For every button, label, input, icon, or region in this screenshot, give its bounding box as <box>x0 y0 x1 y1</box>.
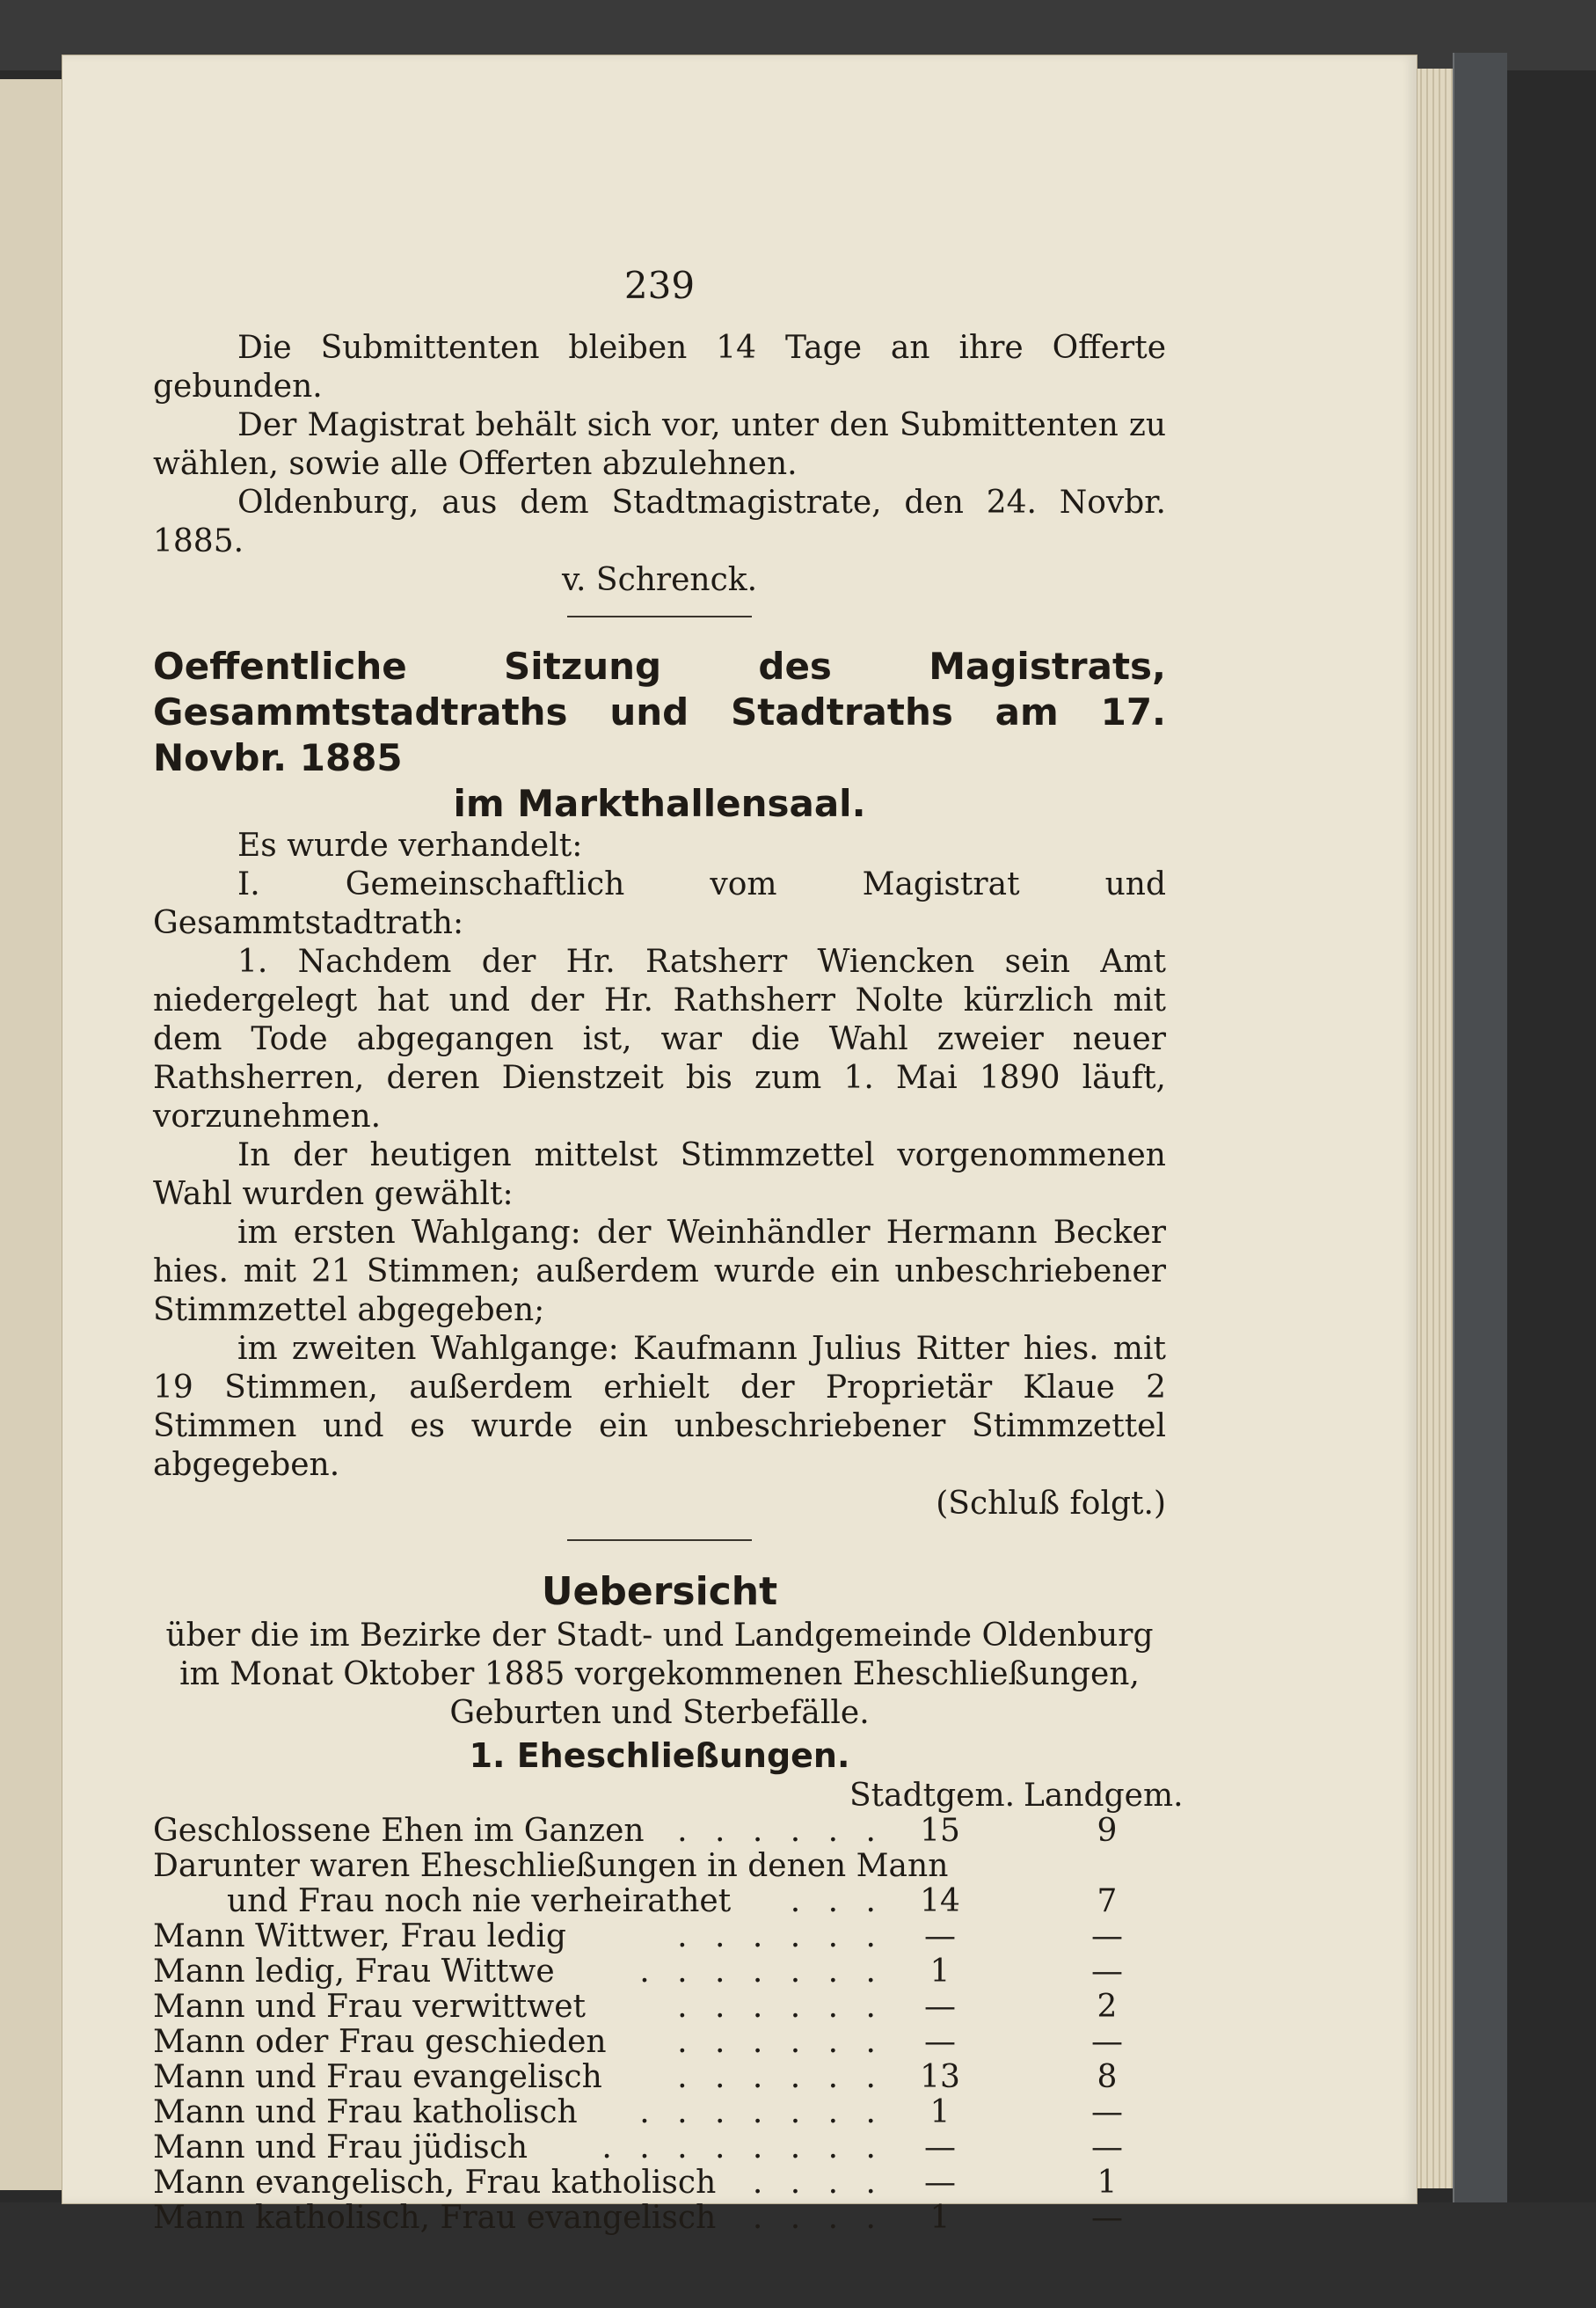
continued-note: (Schluß folgt.) <box>936 1486 1166 1522</box>
column-header-stadtgem: Stadtgem. <box>849 1778 1016 1814</box>
cell-stadtgem: 1 <box>929 2200 951 2236</box>
cell-landgem: — <box>1091 2094 1123 2130</box>
row-label: Mann und Frau evangelisch <box>153 2059 602 2095</box>
cell-landgem: 9 <box>1097 1813 1118 1849</box>
cell-stadtgem: 13 <box>920 2059 960 2095</box>
cell-landgem: 1 <box>1097 2165 1118 2201</box>
session-paragraph: im ersten Wahlgang: der Weinhändler Hermann Becker hies. mit 21 Stimmen; außerdem wurde ein unbeschriebener Stimmzettel abgegeben; <box>153 1215 1166 1328</box>
leader-dots: . . . . <box>752 2165 885 2201</box>
table-row <box>153 2060 1166 2095</box>
row-label: Mann ledig, Frau Wittwe <box>153 1954 555 1990</box>
leader-dots: . . . . . . . . <box>601 2129 885 2166</box>
cell-stadtgem: 15 <box>920 1813 960 1849</box>
session-paragraph: 1. Nachdem der Hr. Ratsherr Wiencken sein Amt niedergelegt hat und der Hr. Rathsherr Nolte kürzlich mit dem Tode abgegangen ist, war die Wahl zweier neuer Rathsherren, deren Dienstzeit bis zum 1. Mai 1890 läuft, vorzunehmen. <box>153 944 1166 1135</box>
table-row <box>153 1849 1166 1884</box>
marriage-stats-table <box>153 1778 1184 2236</box>
table-header <box>153 1778 1184 1814</box>
row-label: Geschlossene Ehen im Ganzen <box>153 1813 645 1849</box>
notice-signature: v. Schrenck. <box>561 562 758 598</box>
cell-landgem: 7 <box>1097 1883 1118 1919</box>
table-row <box>153 2025 1166 2060</box>
cell-stadtgem: — <box>924 2024 956 2060</box>
row-label: Mann oder Frau geschieden <box>153 2024 607 2060</box>
cell-landgem: 2 <box>1097 1989 1118 2025</box>
leader-dots: . . . . . . <box>677 1813 885 1849</box>
session-paragraph: im zweiten Wahlgange: Kaufmann Julius Ritter hies. mit 19 Stimmen, außerdem erhielt der Proprietär Klaue 2 Stimmen und es wurde ein unbeschriebener Stimmzettel abgegeben. <box>153 1331 1166 1483</box>
table-body <box>153 1814 1166 2236</box>
cell-landgem: — <box>1091 1954 1123 1990</box>
table-row <box>153 2095 1166 2130</box>
cell-stadtgem: — <box>924 1989 956 2025</box>
cell-landgem: — <box>1091 2129 1123 2166</box>
cell-stadtgem: — <box>924 1918 956 1954</box>
column-header-landgem: Landgem. <box>1024 1778 1184 1814</box>
facing-page-edge <box>0 79 66 2190</box>
session-heading: Oeffentliche Sitzung des Magistrats, Gesammtstadtraths und Stadtraths am 17. Novbr. 1885 <box>153 645 1166 779</box>
table-row <box>153 2130 1166 2166</box>
leader-dots: . . . . . . <box>677 1989 885 2025</box>
row-label: und Frau noch nie verheirathet <box>227 1883 732 1919</box>
cell-stadtgem: — <box>924 2165 956 2201</box>
cell-landgem: — <box>1091 1918 1123 1954</box>
leader-dots: . . . . . . <box>677 2024 885 2060</box>
cell-landgem: 8 <box>1097 2059 1118 2095</box>
cell-stadtgem: 14 <box>920 1883 960 1919</box>
cell-landgem: — <box>1091 2024 1123 2060</box>
cell-stadtgem: 1 <box>929 1954 951 1990</box>
leader-dots: . . . . . . . <box>639 1954 885 1990</box>
book-cover-right <box>1453 53 1507 2252</box>
leader-dots: . . . . <box>752 2200 885 2236</box>
row-label: Mann evangelisch, Frau katholisch <box>153 2165 717 2201</box>
row-label: Mann Wittwer, Frau ledig <box>153 1918 566 1954</box>
notice-line-2: Der Magistrat behält sich vor, unter den Submittenten zu wählen, sowie alle Offerten abzulehnen. <box>153 407 1166 482</box>
page-stack-edges <box>1416 69 1453 2188</box>
table-row <box>153 1990 1166 2025</box>
row-label: Mann katholisch, Frau evangelisch <box>153 2200 717 2236</box>
row-label: Mann und Frau jüdisch <box>153 2129 528 2166</box>
table-row <box>153 1919 1166 1954</box>
leader-dots: . . . . . . <box>677 2059 885 2095</box>
session-paragraph: Es wurde verhandelt: <box>237 828 583 864</box>
table-row <box>153 1814 1166 1849</box>
cell-stadtgem: — <box>924 2129 956 2166</box>
notice-line-3: Oldenburg, aus dem Stadtmagistrate, den 24. Novbr. 1885. <box>153 485 1166 559</box>
table-row <box>153 1954 1166 1990</box>
row-label: Mann und Frau katholisch <box>153 2094 578 2130</box>
overview-title: Uebersicht <box>541 1569 778 1614</box>
leader-dots: . . . <box>790 1883 885 1919</box>
cell-stadtgem: 1 <box>929 2094 951 2130</box>
section-title: 1. Eheschließungen. <box>469 1736 850 1775</box>
cell-landgem: — <box>1091 2200 1123 2236</box>
overview-subtitle: über die im Bezirke der Stadt- und Landgemeinde Oldenburg im Monat Oktober 1885 vorgekommenen Eheschließungen, Geburten und Sterbefälle. <box>165 1618 1154 1731</box>
separator-rule <box>567 616 752 617</box>
session-paragraph: I. Gemeinschaftlich vom Magistrat und Gesammtstadtrath: <box>153 866 1166 941</box>
row-label: Mann und Frau verwittwet <box>153 1989 586 2025</box>
leader-dots: . . . . . . . <box>639 2094 885 2130</box>
notice-line-1: Die Submittenten bleiben 14 Tage an ihre Offerte gebunden. <box>153 330 1166 405</box>
page-content <box>153 264 1184 2236</box>
row-label: Darunter waren Eheschließungen in denen Mann <box>153 1848 949 1884</box>
page-number: 239 <box>623 264 696 307</box>
table-row <box>153 2166 1166 2201</box>
separator-rule <box>567 1539 752 1541</box>
table-row <box>153 2201 1166 2236</box>
leader-dots: . . . . . . <box>677 1918 885 1954</box>
table-row <box>153 1884 1166 1919</box>
session-heading-location: im Markthallensaal. <box>453 782 866 825</box>
session-paragraph: In der heutigen mittelst Stimmzettel vorgenommenen Wahl wurden gewählt: <box>153 1137 1166 1212</box>
